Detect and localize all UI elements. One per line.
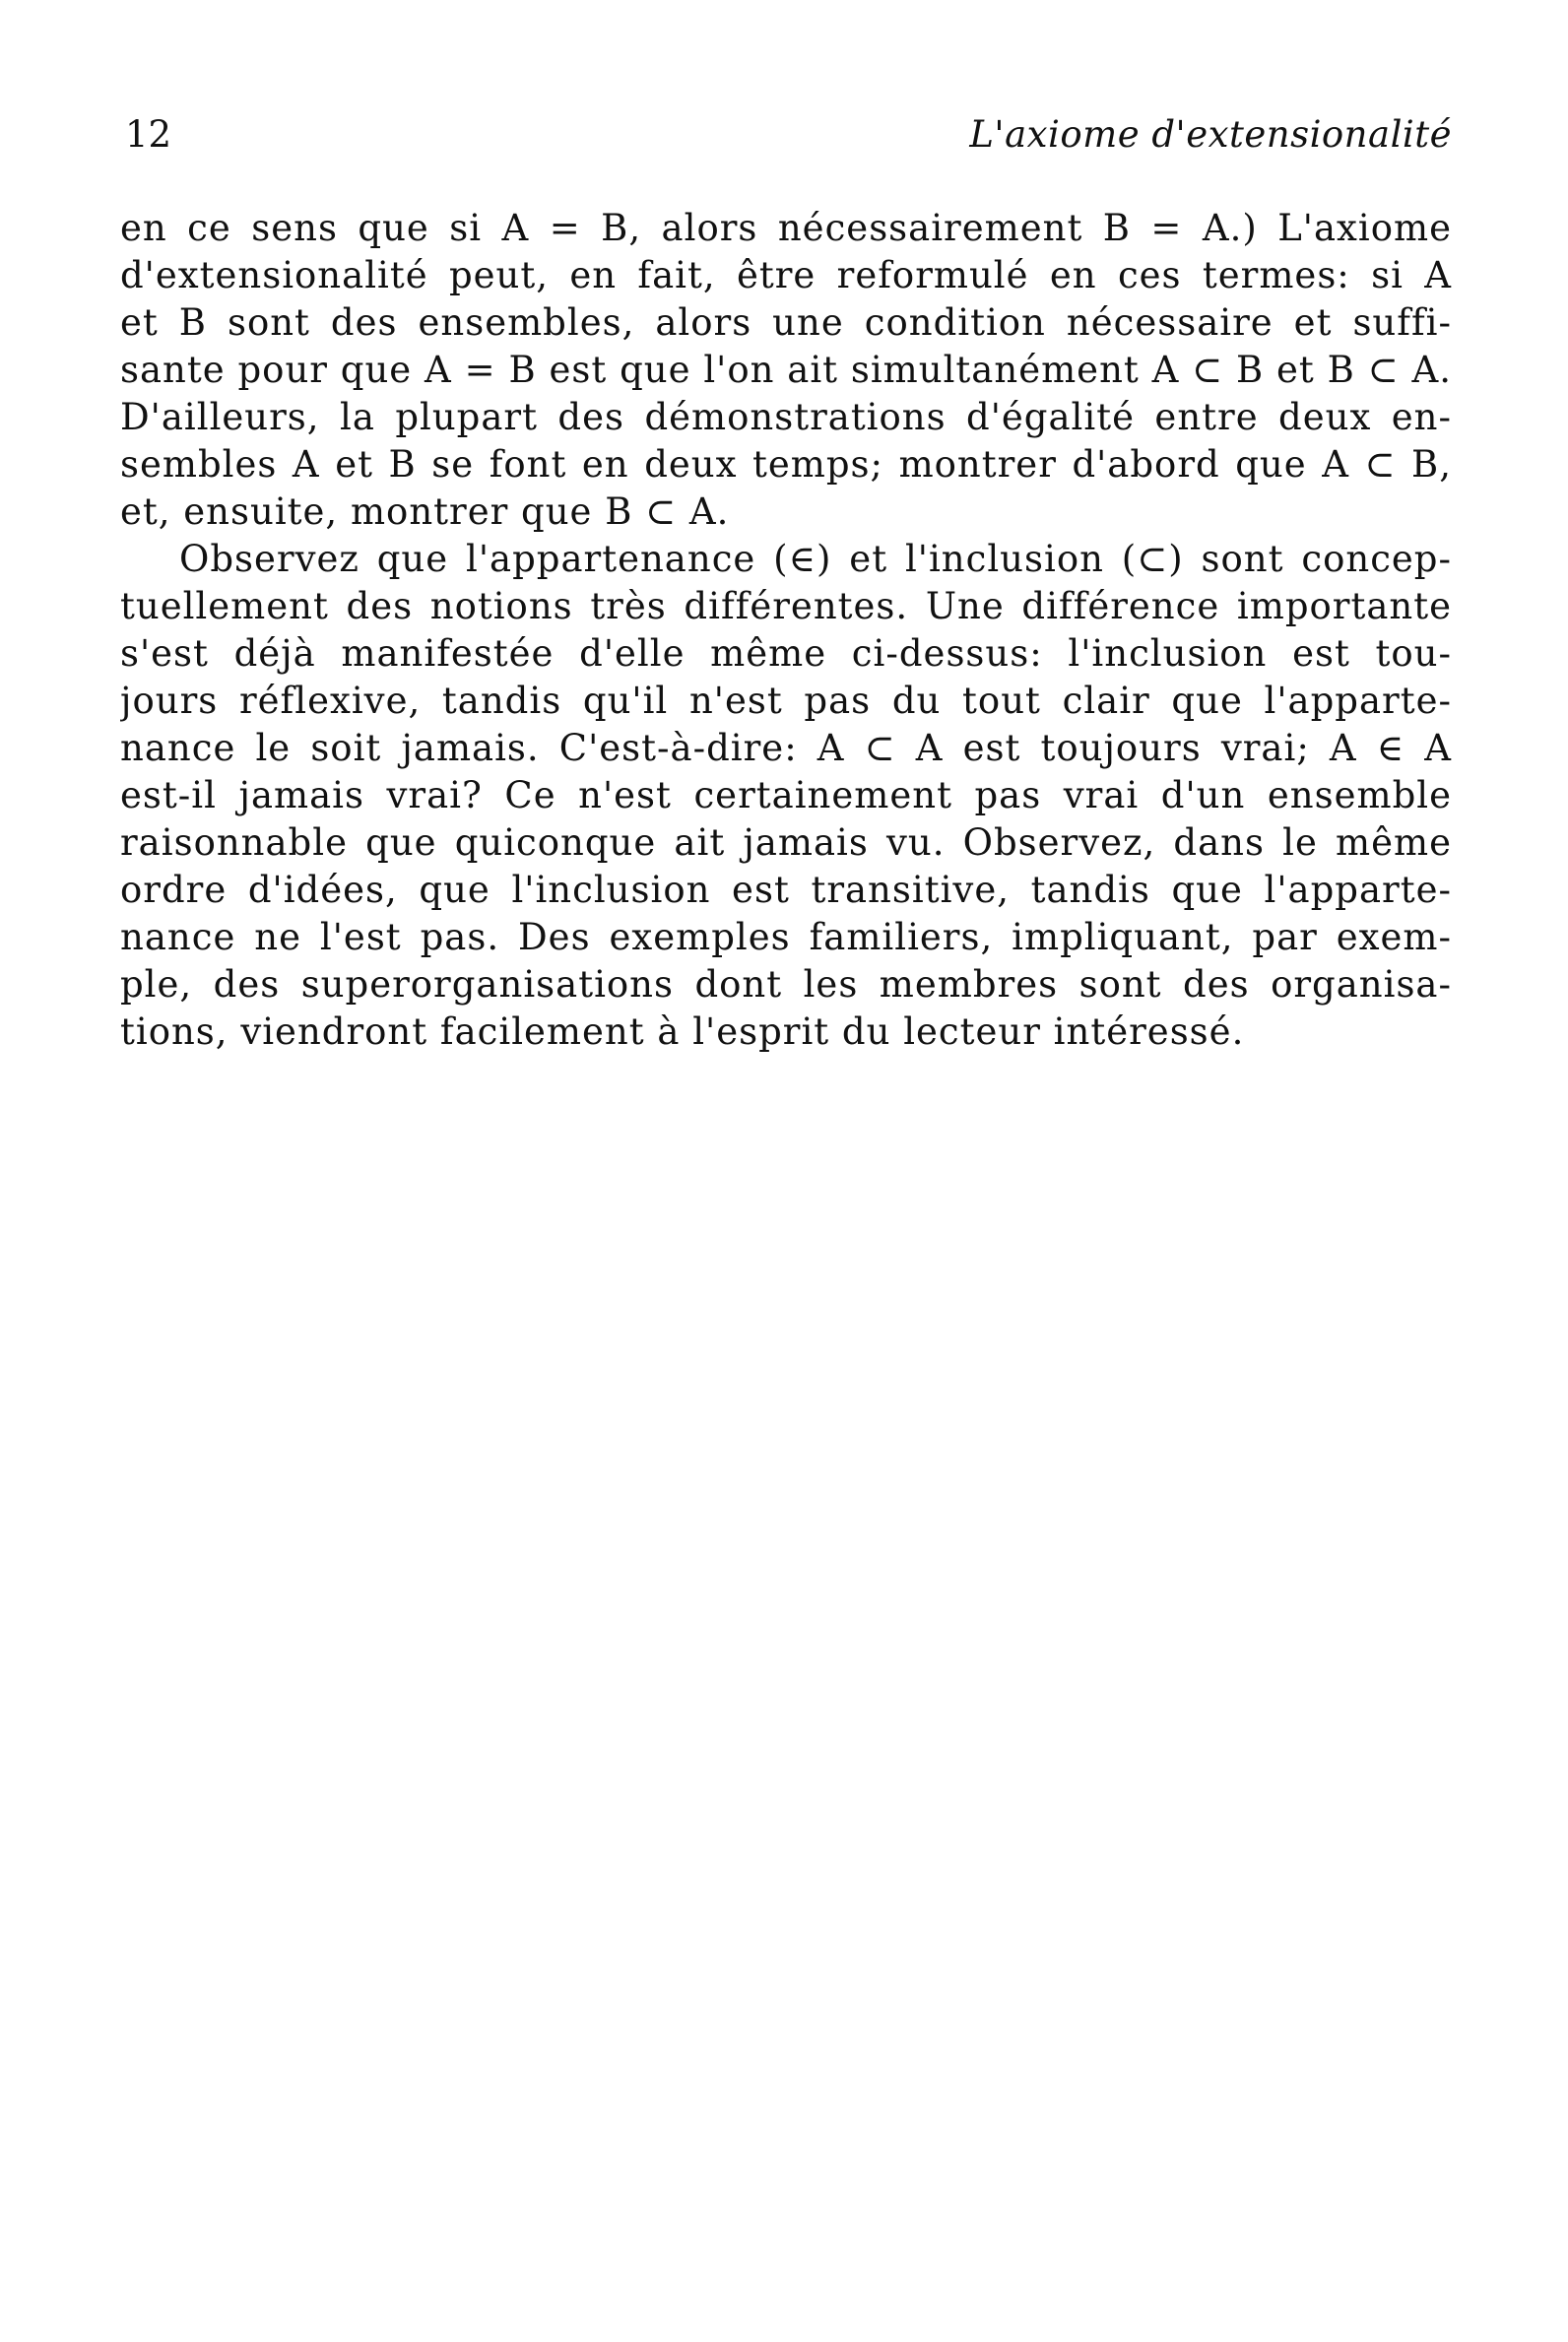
text-line: jours réflexive, tandis qu'il n'est pas du tout clair que l'apparte- xyxy=(120,680,1452,722)
text-line: d'extensionalité peut, en fait, être reformulé en ces termes: si A xyxy=(120,254,1452,296)
text-line: tions, viendront facilement à l'esprit du lecteur intéressé. xyxy=(120,1010,1245,1053)
text-line: en ce sens que si A = B, alors nécessairement B = A.) L'axiome xyxy=(120,207,1452,249)
paragraph-continuation xyxy=(120,205,1452,536)
text-line: nance le soit jamais. C'est-à-dire: A ⊂ A est toujours vrai; A ∈ A xyxy=(120,727,1452,769)
text-line: est-il jamais vrai? Ce n'est certainement pas vrai d'un ensemble xyxy=(120,774,1452,816)
text-line: sembles A et B se font en deux temps; montrer d'abord que A ⊂ B, xyxy=(120,443,1452,486)
text-line: ordre d'idées, que l'inclusion est transitive, tandis que l'apparte- xyxy=(120,869,1452,911)
text-line: ple, des superorganisations dont les membres sont des organisa- xyxy=(120,963,1452,1006)
text-line: tuellement des notions très différentes. Une différence importante xyxy=(120,585,1452,627)
text-line: Observez que l'appartenance (∈) et l'inclusion (⊂) sont concep- xyxy=(179,538,1452,580)
page-body xyxy=(120,205,1452,1056)
text-line: raisonnable que quiconque ait jamais vu. Observez, dans le même xyxy=(120,821,1452,864)
text-line: et, ensuite, montrer que B ⊂ A. xyxy=(120,490,730,533)
text-line: nance ne l'est pas. Des exemples familiers, impliquant, par exem- xyxy=(120,916,1452,958)
running-title: L'axiome d'extensionalité xyxy=(969,113,1452,156)
text-line: et B sont des ensembles, alors une condition nécessaire et suffi- xyxy=(120,301,1452,344)
text-line: s'est déjà manifestée d'elle même ci-dessus: l'inclusion est tou- xyxy=(120,632,1452,675)
text-line: D'ailleurs, la plupart des démonstrations d'égalité entre deux en- xyxy=(120,396,1452,438)
text-line: sante pour que A = B est que l'on ait simultanément A ⊂ B et B ⊂ A. xyxy=(120,349,1452,391)
page-number: 12 xyxy=(125,113,172,156)
paragraph-observez xyxy=(120,536,1452,1056)
